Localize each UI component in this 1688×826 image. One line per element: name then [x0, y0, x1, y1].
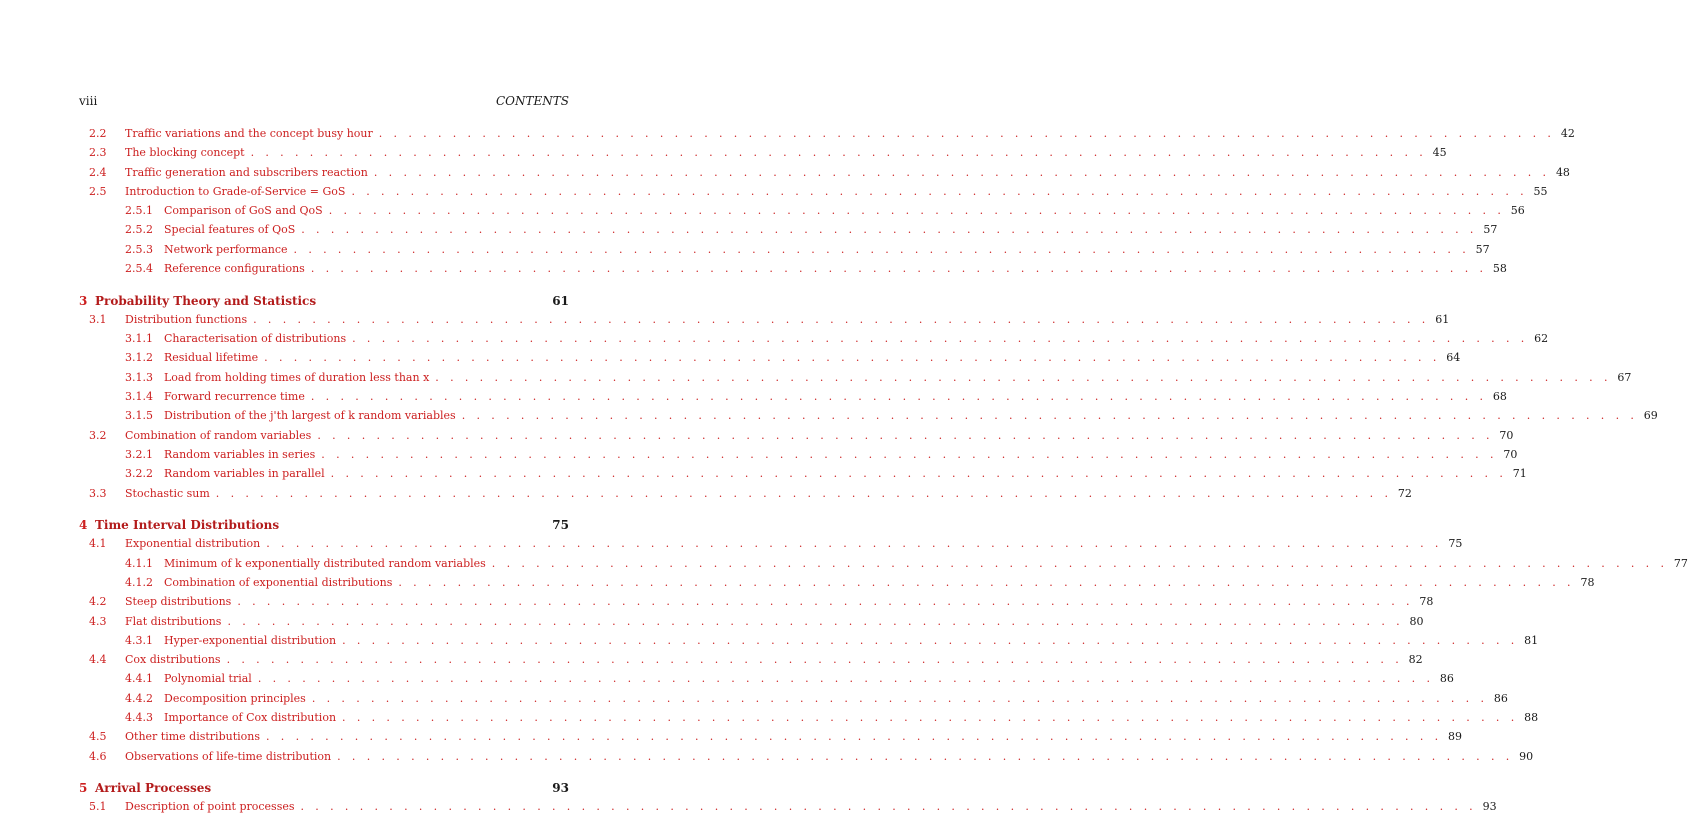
table-of-contents — [79, 126, 1688, 819]
toc-page-number: 70 — [1503, 447, 1518, 461]
toc-entry-section[interactable] — [79, 145, 1447, 164]
toc-number[interactable]: 3.2.1 — [125, 447, 153, 461]
toc-page-number: 67 — [1617, 370, 1632, 384]
toc-title-link[interactable]: Steep distributions — [125, 595, 232, 609]
toc-number[interactable]: 4.3 — [89, 614, 107, 628]
toc-title-link[interactable]: Cox distributions — [125, 653, 221, 667]
toc-entry-chapter[interactable] — [79, 517, 569, 536]
toc-number[interactable]: 3.1.1 — [125, 332, 153, 346]
toc-entry-subsection[interactable] — [79, 466, 1527, 485]
toc-title-link[interactable]: Exponential distribution — [125, 537, 261, 551]
toc-entry-subsection[interactable] — [79, 575, 1595, 594]
toc-entry-subsection[interactable] — [79, 350, 1461, 369]
toc-number[interactable]: 5 — [79, 781, 88, 796]
toc-title-link[interactable]: Characterisation of distributions — [164, 332, 347, 346]
dot-leader: . . . . . . . . . . . . . . . . . . . . . . . . . . . . . . . . . . . . . . . . . . . . . . . . . . . . . . . . . . . . . . . . . . . . . . . . . . . . . . . . — [461, 409, 1638, 423]
toc-number[interactable]: 4.5 — [89, 730, 107, 744]
toc-entry-subsection[interactable] — [79, 203, 1525, 222]
dot-leader: . . . . . . . . . . . . . . . . . . . . . . . . . . . . . . . . . . . . . . . . . . . . . . . . . . . . . . . . . . . . . . . . . . . . . . . . . . . . . . . . — [250, 146, 1427, 160]
toc-entry-section[interactable] — [79, 749, 1534, 768]
toc-entry-subsection[interactable] — [79, 370, 1632, 389]
toc-entry-subsection[interactable] — [79, 633, 1539, 652]
toc-entry-subsection[interactable] — [79, 408, 1658, 427]
toc-page-number: 93 — [552, 781, 569, 796]
dot-leader: . . . . . . . . . . . . . . . . . . . . . . . . . . . . . . . . . . . . . . . . . . . . . . . . . . . . . . . . . . . . . . . . . . . . . . . . . . . . . . . . — [352, 332, 1529, 346]
toc-title-link[interactable]: Random variables in series — [164, 447, 316, 461]
toc-number[interactable]: 2.5.2 — [125, 223, 153, 237]
toc-entry-subsection[interactable] — [79, 261, 1507, 280]
dot-leader: . . . . . . . . . . . . . . . . . . . . . . . . . . . . . . . . . . . . . . . . . . . . . . . . . . . . . . . . . . . . . . . . . . . . . . . . . . . . . . . . — [317, 428, 1494, 442]
toc-number[interactable]: 2.4 — [89, 165, 107, 179]
dot-leader: . . . . . . . . . . . . . . . . . . . . . . . . . . . . . . . . . . . . . . . . . . . . . . . . . . . . . . . . . . . . . . . . . . . . . . . . . . . . . . . . — [310, 262, 1487, 276]
toc-number[interactable]: 4.6 — [89, 749, 107, 763]
toc-number[interactable]: 4.4.3 — [125, 711, 153, 725]
chapter-gap — [79, 505, 569, 518]
toc-title-link[interactable]: Time Interval Distributions — [95, 518, 280, 533]
dot-leader: . . . . . . . . . . . . . . . . . . . . . . . . . . . . . . . . . . . . . . . . . . . . . . . . . . . . . . . . . . . . . . . . . . . . . . . . . . . . . . . . — [321, 447, 1498, 461]
toc-number[interactable]: 2.5.4 — [125, 262, 153, 276]
toc-title-link[interactable]: Probability Theory and Statistics — [95, 293, 317, 308]
toc-page-number: 68 — [1492, 390, 1507, 404]
toc-title-link[interactable]: Combination of random variables — [125, 428, 312, 442]
toc-number[interactable]: 2.3 — [89, 146, 107, 160]
toc-title-link[interactable]: Stochastic sum — [125, 486, 210, 500]
dot-leader: . . . . . . . . . . . . . . . . . . . . . . . . . . . . . . . . . . . . . . . . . . . . . . . . . . . . . . . . . . . . . . . . . . . . . . . . . . . . . . . . — [264, 351, 1441, 365]
toc-page-number: 78 — [1580, 575, 1595, 589]
toc-entry-subsection[interactable] — [79, 242, 1490, 261]
toc-page-number: 61 — [552, 293, 569, 308]
toc-page-number: 77 — [1673, 556, 1688, 570]
dot-leader: . . . . . . . . . . . . . . . . . . . . . . . . . . . . . . . . . . . . . . . . . . . . . . . . . . . . . . . . . . . . . . . . . . . . . . . . . . . . . . . . — [265, 730, 1443, 744]
chapter-gap — [79, 768, 569, 781]
dot-leader: . . . . . . . . . . . . . . . . . . . . . . . . . . . . . . . . . . . . . . . . . . . . . . . . . . . . . . . . . . . . . . . . . . . . . . . . . . . . . . . . — [435, 370, 1612, 384]
toc-page-number: 48 — [1555, 165, 1570, 179]
dot-leader: . . . . . . . . . . . . . . . . . . . . . . . . . . . . . . . . . . . . . . . . . . . . . . . . . . . . . . . . . . . . . . . . . . . . . . . . . . . . . . . . — [215, 486, 1392, 500]
toc-entry-subsection[interactable] — [79, 222, 1498, 241]
dot-leader: . . . . . . . . . . . . . . . . . . . . . . . . . . . . . . . . . . . . . . . . . . . . . . . . . . . . . . . . . . . . . . . . . . . . . . . . . . . . . . . . — [310, 390, 1487, 404]
toc-title-link[interactable]: The blocking concept — [125, 146, 245, 160]
toc-entry-subsection[interactable] — [79, 389, 1507, 408]
toc-number[interactable]: 4 — [79, 518, 88, 533]
dot-leader: . . . . . . . . . . . . . . . . . . . . . . . . . . . . . . . . . . . . . . . . . . . . . . . . . . . . . . . . . . . . . . . . . . . . . . . . . . . . . . . . — [342, 711, 1519, 725]
dot-leader: . . . . . . . . . . . . . . . . . . . . . . . . . . . . . . . . . . . . . . . . . . . . . . . . . . . . . . . . . . . . . . . . . . . . . . . . . . . . . . . . — [328, 204, 1505, 218]
toc-title-link[interactable]: Description of point processes — [125, 800, 295, 814]
toc-entry-subsection[interactable] — [79, 331, 1549, 350]
toc-number[interactable]: 3 — [79, 293, 88, 308]
dot-leader: . . . . . . . . . . . . . . . . . . . . . . . . . . . . . . . . . . . . . . . . . . . . . . . . . . . . . . . . . . . . . . . . . . . . . . . . . . . . . . . . — [342, 633, 1519, 647]
toc-number[interactable]: 4.4 — [89, 653, 107, 667]
toc-entry-subsection[interactable] — [79, 710, 1539, 729]
toc-title-link[interactable]: Hyper-exponential distribution — [164, 633, 337, 647]
toc-page-number: 70 — [1499, 428, 1514, 442]
toc-title-link[interactable]: Decomposition principles — [164, 691, 306, 705]
toc-number[interactable]: 2.5.1 — [125, 204, 153, 218]
toc-page-number: 81 — [1524, 633, 1539, 647]
toc-number[interactable]: 4.1 — [89, 537, 107, 551]
toc-title-link[interactable]: Distribution of the j'th largest of k random variables — [164, 409, 456, 423]
toc-page-number: 55 — [1533, 184, 1548, 198]
toc-entry-section[interactable] — [79, 652, 1423, 671]
toc-title-link[interactable]: Forward recurrence time — [164, 390, 305, 404]
toc-title-link[interactable]: Comparison of GoS and QoS — [164, 204, 323, 218]
dot-leader: . . . . . . . . . . . . . . . . . . . . . . . . . . . . . . . . . . . . . . . . . . . . . . . . . . . . . . . . . . . . . . . . . . . . . . . . . . . . . . . . — [301, 223, 1478, 237]
toc-number[interactable]: 4.4.1 — [125, 672, 153, 686]
dot-leader: . . . . . . . . . . . . . . . . . . . . . . . . . . . . . . . . . . . . . . . . . . . . . . . . . . . . . . . . . . . . . . . . . . . . . . . . . . . . . . . . — [257, 672, 1434, 686]
toc-entry-section[interactable] — [79, 428, 1514, 447]
toc-title-link[interactable]: Distribution functions — [125, 312, 248, 326]
toc-number[interactable]: 2.5.3 — [125, 242, 153, 256]
toc-number[interactable]: 5.1 — [89, 800, 107, 814]
toc-entry-subsection[interactable] — [79, 447, 1518, 466]
toc-page-number: 75 — [552, 518, 569, 533]
toc-page-number: 78 — [1419, 595, 1434, 609]
toc-entry-section[interactable] — [79, 614, 1424, 633]
toc-number[interactable]: 3.1.5 — [125, 409, 153, 423]
toc-page-number: 61 — [1435, 312, 1450, 326]
toc-title-link[interactable]: Residual lifetime — [164, 351, 259, 365]
dot-leader: . . . . . . . . . . . . . . . . . . . . . . . . . . . . . . . . . . . . . . . . . . . . . . . . . . . . . . . . . . . . . . . . . . . . . . . . . . . . . . . . — [378, 127, 1555, 140]
toc-entry-section[interactable] — [79, 184, 1548, 203]
toc-title-link[interactable]: Other time distributions — [125, 730, 260, 744]
toc-page-number: 88 — [1524, 711, 1539, 725]
toc-page-number: 93 — [1482, 800, 1497, 814]
dot-leader: . . . . . . . . . . . . . . . . . . . . . . . . . . . . . . . . . . . . . . . . . . . . . . . . . . . . . . . . . . . . . . . . . . . . . . . . . . . . . . . . — [266, 537, 1443, 551]
toc-page-number: 86 — [1493, 691, 1508, 705]
toc-entry-section[interactable] — [79, 594, 1434, 613]
toc-title-link[interactable]: Combination of exponential distributions — [164, 575, 393, 589]
toc-page-number: 57 — [1475, 242, 1490, 256]
toc-page-number: 90 — [1519, 749, 1534, 763]
toc-entry-section[interactable] — [79, 126, 1575, 145]
toc-number[interactable]: 3.3 — [89, 486, 107, 500]
toc-number[interactable]: 2.2 — [89, 127, 107, 140]
toc-page-number: 71 — [1512, 467, 1527, 481]
toc-entry-chapter[interactable] — [79, 293, 569, 312]
toc-entry-section[interactable] — [79, 536, 1463, 555]
dot-leader: . . . . . . . . . . . . . . . . . . . . . . . . . . . . . . . . . . . . . . . . . . . . . . . . . . . . . . . . . . . . . . . . . . . . . . . . . . . . . . . . — [398, 575, 1575, 589]
toc-title-link[interactable]: Reference configurations — [164, 262, 305, 276]
dot-leader: . . . . . . . . . . . . . . . . . . . . . . . . . . . . . . . . . . . . . . . . . . . . . . . . . . . . . . . . . . . . . . . . . . . . . . . . . . . . . . . . — [337, 749, 1514, 763]
dot-leader: . . . . . . . . . . . . . . . . . . . . . . . . . . . . . . . . . . . . . . . . . . . . . . . . . . . . . . . . . . . . . . . . . . . . . . . . . . . . . . . . — [491, 556, 1668, 570]
toc-entry-section[interactable] — [79, 312, 1450, 331]
toc-number[interactable]: 2.5 — [89, 184, 107, 198]
toc-entry-subsection[interactable] — [79, 691, 1508, 710]
toc-page-number: 86 — [1439, 672, 1454, 686]
dot-leader: . . . . . . . . . . . . . . . . . . . . . . . . . . . . . . . . . . . . . . . . . . . . . . . . . . . . . . . . . . . . . . . . . . . . . . . . . . . . . . . . — [237, 595, 1414, 609]
chapter-gap — [79, 280, 569, 293]
dot-leader: . . . . . . . . . . . . . . . . . . . . . . . . . . . . . . . . . . . . . . . . . . . . . . . . . . . . . . . . . . . . . . . . . . . . . . . . . . . . . . . . — [226, 653, 1403, 667]
dot-leader: . . . . . . . . . . . . . . . . . . . . . . . . . . . . . . . . . . . . . . . . . . . . . . . . . . . . . . . . . . . . . . . . . . . . . . . . . . . . . . . . — [300, 800, 1477, 814]
toc-number[interactable]: 3.2.2 — [125, 467, 153, 481]
toc-entry-chapter[interactable] — [79, 780, 569, 799]
toc-title-link[interactable]: Importance of Cox distribution — [164, 711, 337, 725]
dot-leader: . . . . . . . . . . . . . . . . . . . . . . . . . . . . . . . . . . . . . . . . . . . . . . . . . . . . . . . . . . . . . . . . . . . . . . . . . . . . . . . . — [351, 184, 1528, 198]
toc-title-link[interactable]: Arrival Processes — [95, 781, 212, 796]
toc-page-number: 75 — [1448, 537, 1463, 551]
toc-number[interactable]: 3.1.3 — [125, 370, 153, 384]
running-header — [79, 94, 569, 110]
toc-title-link[interactable]: Special features of QoS — [164, 223, 296, 237]
toc-page-number: 69 — [1643, 409, 1658, 423]
toc-entry-section[interactable] — [79, 729, 1463, 748]
toc-number[interactable]: 4.4.2 — [125, 691, 153, 705]
toc-page-number: 56 — [1510, 204, 1525, 218]
toc-number[interactable]: 3.2 — [89, 428, 107, 442]
toc-number[interactable]: 4.1.2 — [125, 575, 153, 589]
toc-title-link[interactable]: Flat distributions — [125, 614, 222, 628]
toc-title-link[interactable]: Load from holding times of duration less than x — [164, 370, 430, 384]
toc-entry-subsection[interactable] — [79, 671, 1454, 690]
toc-title-link[interactable]: Introduction to Grade-of-Service = GoS — [125, 184, 346, 198]
dot-leader: . . . . . . . . . . . . . . . . . . . . . . . . . . . . . . . . . . . . . . . . . . . . . . . . . . . . . . . . . . . . . . . . . . . . . . . . . . . . . . . . — [227, 614, 1404, 628]
toc-title-link[interactable]: Observations of life-time distribution — [125, 749, 332, 763]
toc-entry-subsection[interactable] — [79, 556, 1688, 575]
toc-page-number: 58 — [1492, 262, 1507, 276]
dot-leader: . . . . . . . . . . . . . . . . . . . . . . . . . . . . . . . . . . . . . . . . . . . . . . . . . . . . . . . . . . . . . . . . . . . . . . . . . . . . . . . . — [253, 312, 1430, 326]
toc-title-link[interactable]: Minimum of k exponentially distributed random variables — [164, 556, 486, 570]
toc-page-number: 64 — [1446, 351, 1461, 365]
dot-leader: . . . . . . . . . . . . . . . . . . . . . . . . . . . . . . . . . . . . . . . . . . . . . . . . . . . . . . . . . . . . . . . . . . . . . . . . . . . . . . . . — [311, 691, 1488, 705]
toc-page-number: 72 — [1397, 486, 1412, 500]
running-title: CONTENTS — [495, 94, 569, 108]
toc-page-number: 42 — [1560, 127, 1575, 140]
toc-page-number: 62 — [1534, 332, 1549, 346]
toc-page-number: 57 — [1483, 223, 1498, 237]
toc-number[interactable]: 3.1.2 — [125, 351, 153, 365]
toc-title-link[interactable]: Traffic variations and the concept busy hour — [125, 127, 373, 140]
page-number-roman: viii — [79, 94, 98, 108]
toc-number[interactable]: 4.1.1 — [125, 556, 153, 570]
toc-title-link[interactable]: Random variables in parallel — [164, 467, 325, 481]
toc-page-number: 82 — [1408, 653, 1423, 667]
toc-page-number: 80 — [1409, 614, 1424, 628]
toc-entry-section[interactable] — [79, 799, 1497, 818]
toc-number[interactable]: 4.2 — [89, 595, 107, 609]
toc-page-number: 89 — [1448, 730, 1463, 744]
toc-entry-section[interactable] — [79, 486, 1412, 505]
toc-number[interactable]: 3.1.4 — [125, 390, 153, 404]
toc-entry-section[interactable] — [79, 165, 1570, 184]
toc-page-number: 45 — [1432, 146, 1447, 160]
toc-number[interactable]: 3.1 — [89, 312, 107, 326]
toc-number[interactable]: 4.3.1 — [125, 633, 153, 647]
toc-title-link[interactable]: Traffic generation and subscribers reaction — [125, 165, 368, 179]
toc-title-link[interactable]: Network performance — [164, 242, 288, 256]
toc-title-link[interactable]: Polynomial trial — [164, 672, 252, 686]
dot-leader: . . . . . . . . . . . . . . . . . . . . . . . . . . . . . . . . . . . . . . . . . . . . . . . . . . . . . . . . . . . . . . . . . . . . . . . . . . . . . . . . — [330, 467, 1507, 481]
dot-leader: . . . . . . . . . . . . . . . . . . . . . . . . . . . . . . . . . . . . . . . . . . . . . . . . . . . . . . . . . . . . . . . . . . . . . . . . . . . . . . . . — [293, 242, 1470, 256]
dot-leader: . . . . . . . . . . . . . . . . . . . . . . . . . . . . . . . . . . . . . . . . . . . . . . . . . . . . . . . . . . . . . . . . . . . . . . . . . . . . . . . . — [373, 165, 1550, 179]
